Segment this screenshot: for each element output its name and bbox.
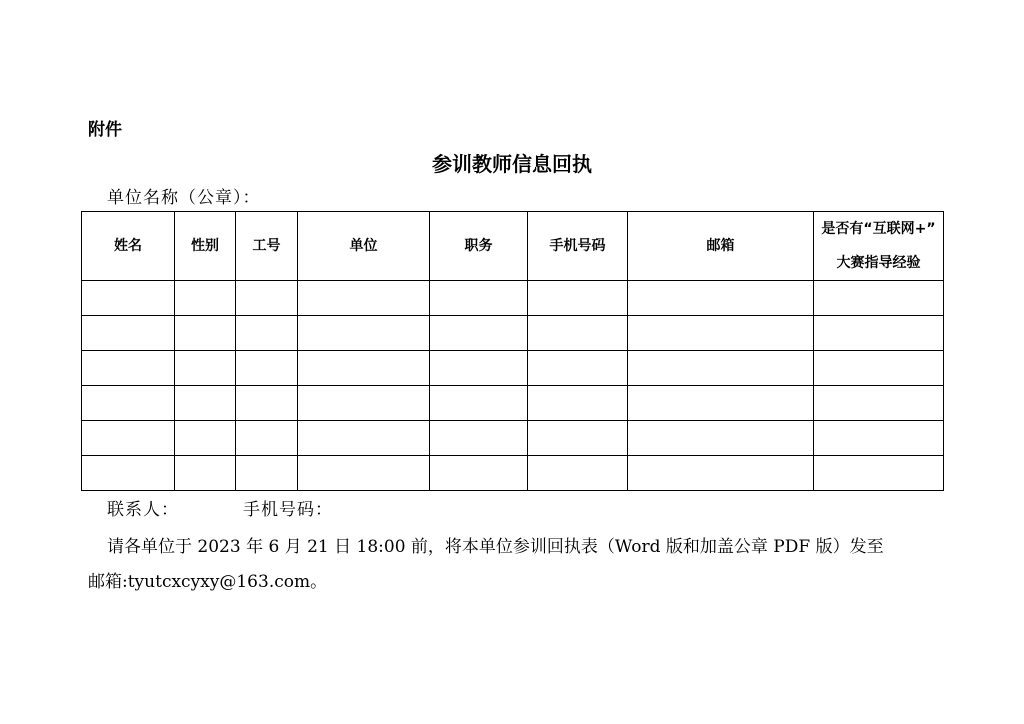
- table-cell[interactable]: [236, 386, 298, 421]
- table-cell[interactable]: [82, 386, 175, 421]
- table-cell[interactable]: [236, 421, 298, 456]
- table-cell[interactable]: [175, 351, 236, 386]
- table-cell[interactable]: [528, 421, 628, 456]
- table-cell[interactable]: [430, 386, 528, 421]
- notice-line-2: 邮箱:tyutcxcyxy@163.com。: [88, 572, 328, 592]
- table-cell[interactable]: [82, 316, 175, 351]
- table-row: [82, 456, 944, 491]
- table-cell[interactable]: [528, 281, 628, 316]
- table-cell[interactable]: [175, 456, 236, 491]
- table-cell[interactable]: [298, 456, 430, 491]
- header-competition-experience-line2: 大赛指导经验: [836, 255, 921, 271]
- table-cell[interactable]: [628, 421, 814, 456]
- header-competition-experience: [814, 212, 944, 281]
- table-cell[interactable]: [814, 316, 944, 351]
- table-row: [82, 316, 944, 351]
- table-cell[interactable]: [430, 456, 528, 491]
- header-email: 邮箱: [628, 212, 814, 281]
- table-cell[interactable]: [628, 281, 814, 316]
- table-cell[interactable]: [430, 281, 528, 316]
- table-cell[interactable]: [236, 351, 298, 386]
- table-cell[interactable]: [175, 316, 236, 351]
- table-cell[interactable]: [628, 316, 814, 351]
- table-cell[interactable]: [628, 386, 814, 421]
- attachment-label: 附件: [88, 120, 122, 140]
- table-cell[interactable]: [298, 281, 430, 316]
- table-cell[interactable]: [814, 386, 944, 421]
- unit-name-label: 单位名称（公章）：: [107, 188, 261, 208]
- table-cell[interactable]: [528, 386, 628, 421]
- table-cell[interactable]: [175, 421, 236, 456]
- teacher-info-table: [81, 211, 944, 491]
- table-cell[interactable]: [628, 456, 814, 491]
- table-row: [82, 351, 944, 386]
- header-gender: 性别: [175, 212, 236, 281]
- table-cell[interactable]: [814, 351, 944, 386]
- table-cell[interactable]: [82, 456, 175, 491]
- table-cell[interactable]: [814, 281, 944, 316]
- table-cell[interactable]: [528, 456, 628, 491]
- contact-phone-label: 手机号码：: [243, 500, 333, 520]
- table-row: [82, 281, 944, 316]
- header-unit: 单位: [298, 212, 430, 281]
- table-cell[interactable]: [814, 456, 944, 491]
- header-position: 职务: [430, 212, 528, 281]
- table-cell[interactable]: [298, 351, 430, 386]
- table-cell[interactable]: [82, 281, 175, 316]
- header-name: 姓名: [82, 212, 175, 281]
- table-cell[interactable]: [430, 421, 528, 456]
- page-title: 参训教师信息回执: [432, 152, 592, 176]
- table-cell[interactable]: [236, 456, 298, 491]
- header-employee-id: 工号: [236, 212, 298, 281]
- table-cell[interactable]: [82, 351, 175, 386]
- table-row: [82, 421, 944, 456]
- table-cell[interactable]: [298, 386, 430, 421]
- table-cell[interactable]: [175, 386, 236, 421]
- submission-notice: [88, 530, 940, 600]
- table-cell[interactable]: [175, 281, 236, 316]
- table-cell[interactable]: [528, 351, 628, 386]
- contact-person-label: 联系人：: [107, 500, 179, 520]
- table-cell[interactable]: [528, 316, 628, 351]
- table-body: [82, 281, 944, 491]
- table-cell[interactable]: [236, 316, 298, 351]
- table-cell[interactable]: [82, 421, 175, 456]
- table-cell[interactable]: [298, 316, 430, 351]
- notice-line-1: 请各单位于 2023 年 6 月 21 日 18:00 前，将本单位参训回执表（Word 版和加盖公章 PDF 版）发至: [107, 537, 884, 557]
- table-cell[interactable]: [236, 281, 298, 316]
- header-mobile: 手机号码: [528, 212, 628, 281]
- table-cell[interactable]: [628, 351, 814, 386]
- table-header-row: [82, 212, 944, 281]
- table-row: [82, 386, 944, 421]
- header-competition-experience-line1: 是否有“互联网+”: [821, 221, 936, 237]
- table-cell[interactable]: [430, 351, 528, 386]
- table-cell[interactable]: [814, 421, 944, 456]
- contact-line: [107, 496, 333, 524]
- table-cell[interactable]: [298, 421, 430, 456]
- table-cell[interactable]: [430, 316, 528, 351]
